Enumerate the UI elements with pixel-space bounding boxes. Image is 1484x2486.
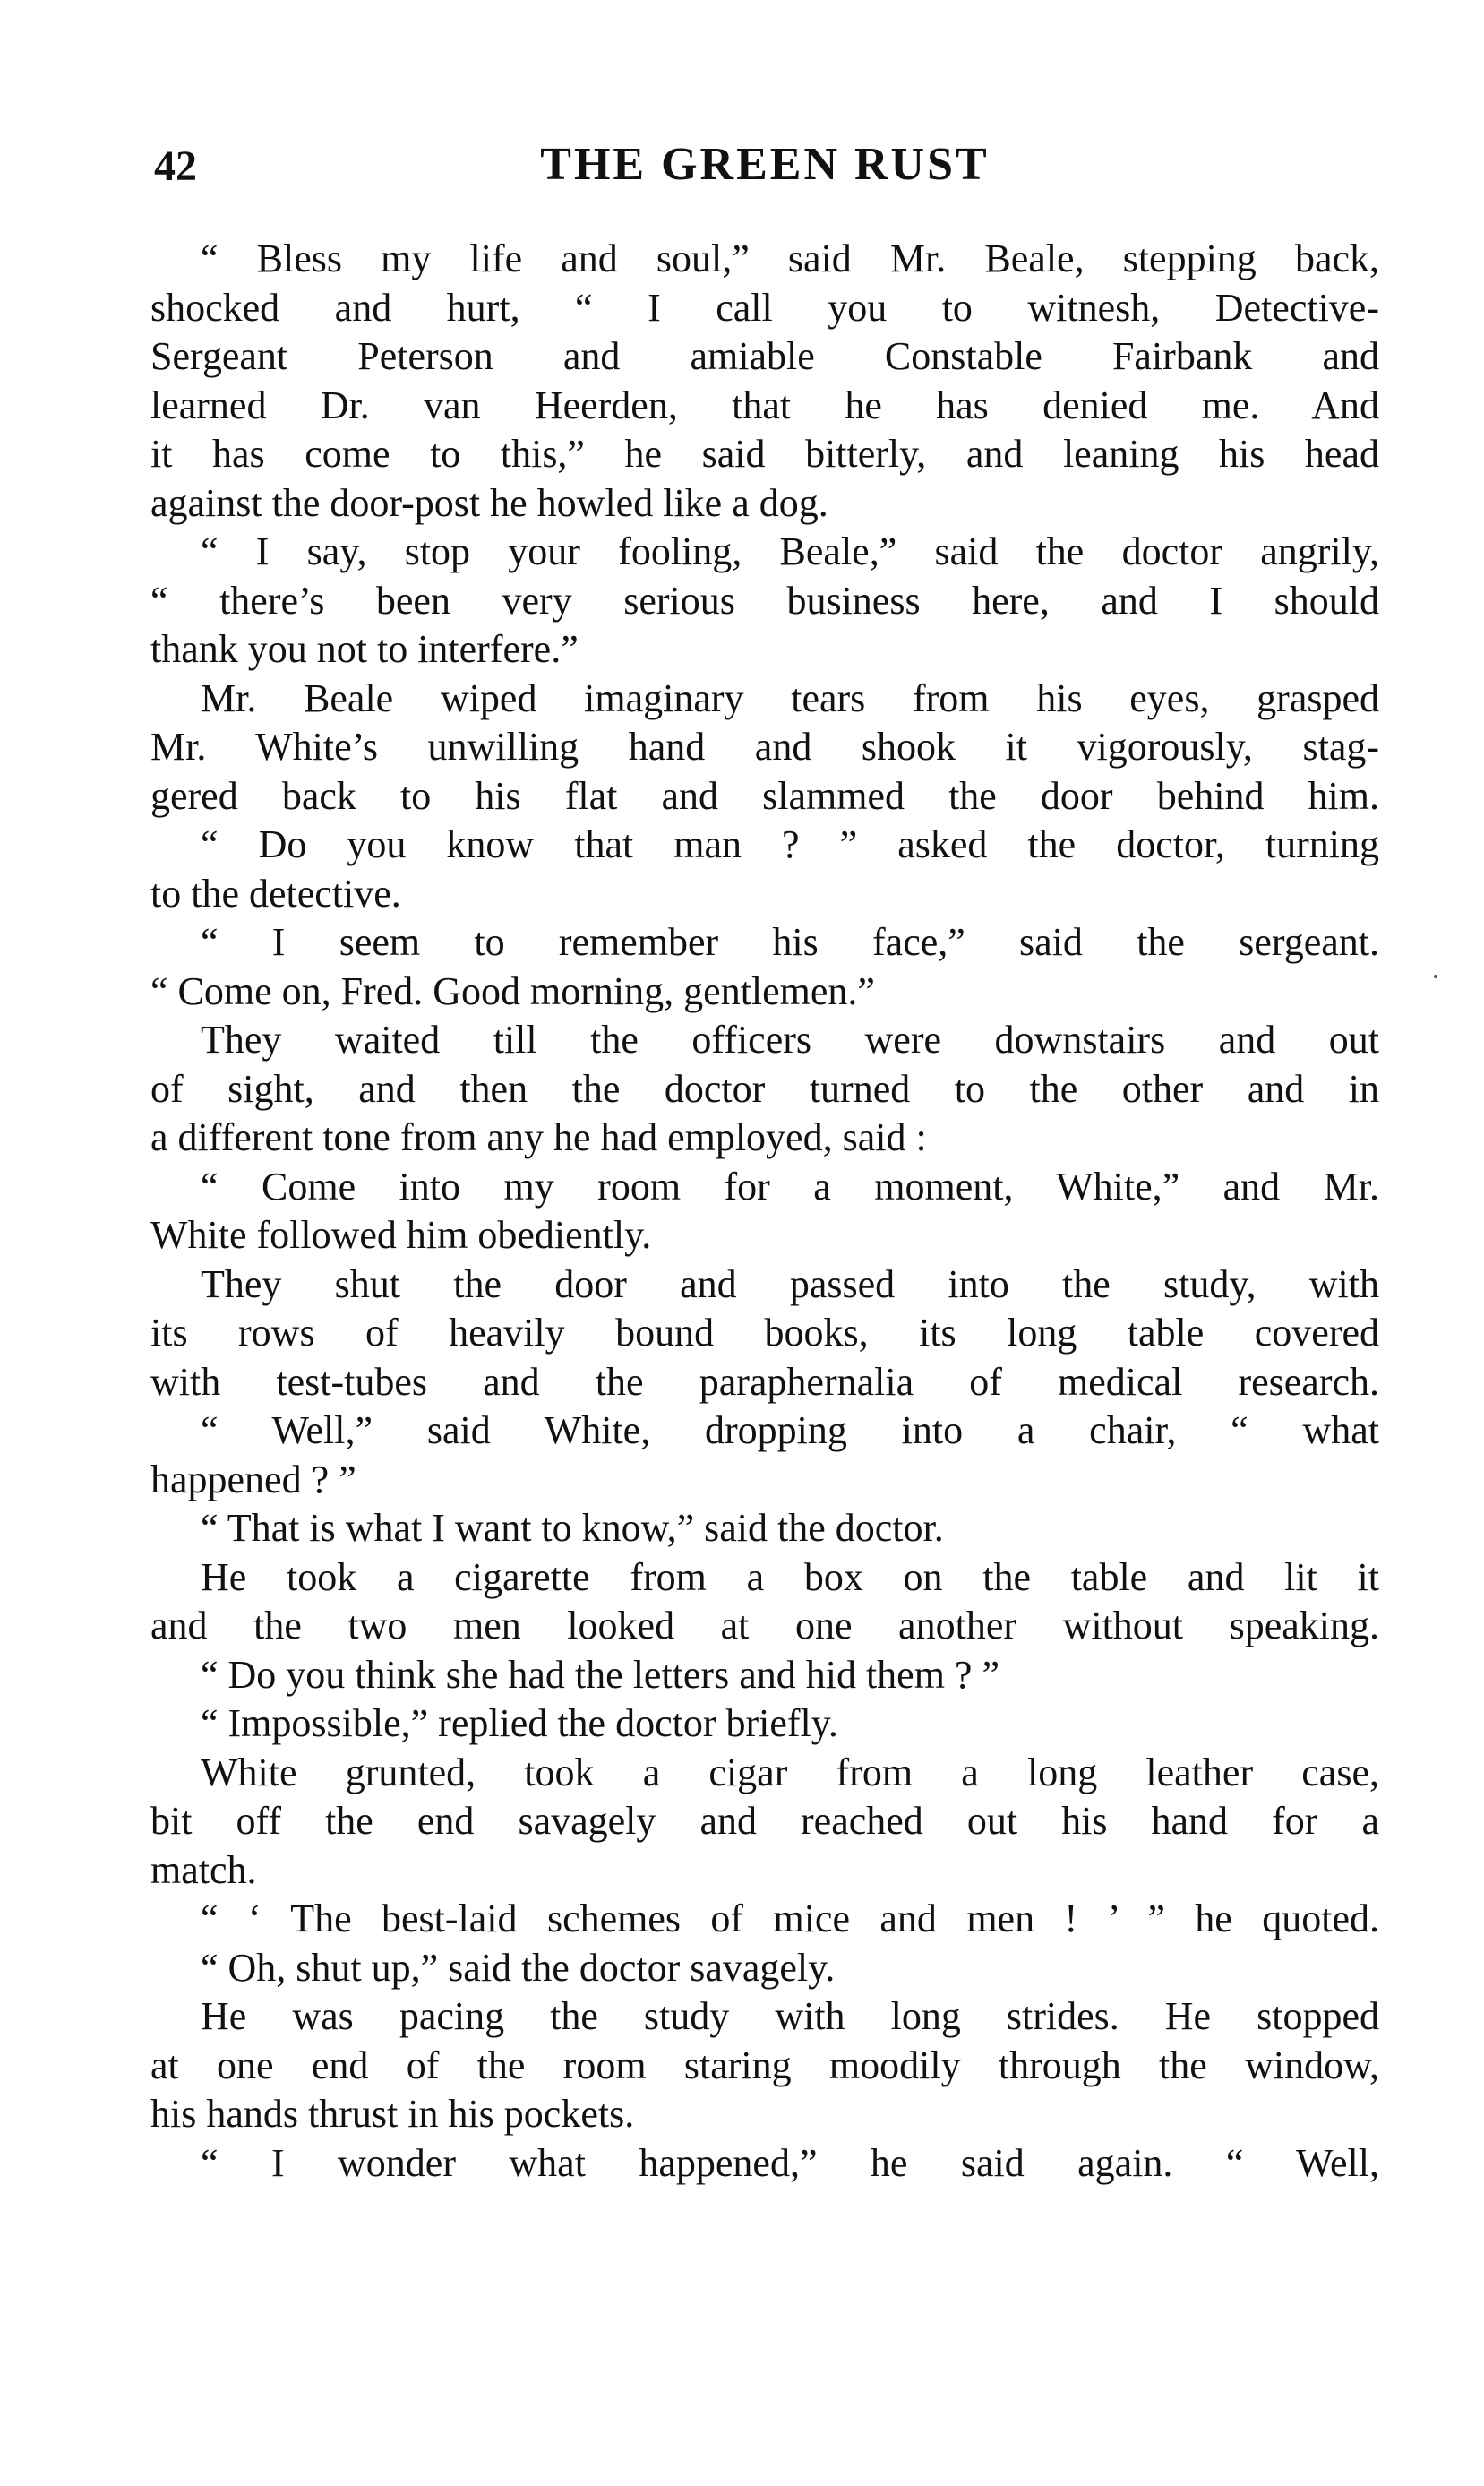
print-speck (1434, 975, 1437, 978)
text-line: “ Come into my room for a moment, White,” and Mr. (201, 1164, 1379, 1209)
text-line: and the two men looked at one another without speaking. (150, 1604, 1379, 1647)
text-line: bit off the end savagely and reached out his hand for a (150, 1799, 1379, 1843)
text-line: “ Well,” said White, dropping into a chair, “ what (201, 1408, 1379, 1452)
text-line: Mr. White’s unwilling hand and shook it vigorously, stag- (150, 725, 1379, 769)
text-line: “ I say, stop your fooling, Beale,” said the doctor angrily, (201, 529, 1379, 573)
text-line: “ ‘ The best-laid schemes of mice and men ! ’ ” he quoted. (201, 1897, 1379, 1940)
text-line: “ Do you know that man ? ” asked the doctor, turning (201, 822, 1379, 866)
text-line: “ Come on, Fred. Good morning, gentlemen.” (150, 968, 875, 1013)
text-line: He was pacing the study with long strides. He stopped (201, 1994, 1379, 2038)
text-line: They waited till the officers were downstairs and out (201, 1018, 1379, 1062)
text-line: “ I wonder what happened,” he said again. “ Well, (201, 2140, 1379, 2185)
text-line: “ That is what I want to know,” said the doctor. (201, 1506, 944, 1550)
text-line: Mr. Beale wiped imaginary tears from his eyes, grasped (201, 675, 1379, 720)
text-line: Sergeant Peterson and amiable Constable Fairbank and (150, 334, 1379, 378)
text-line: “ there’s been very serious business here, and I should (150, 578, 1379, 623)
text-line: against the door-post he howled like a dog. (150, 480, 828, 525)
page-header (150, 134, 1379, 197)
text-line: it has come to this,” he said bitterly, and leaning his head (150, 432, 1379, 476)
running-title: THE GREEN RUST (540, 139, 990, 190)
text-line: match. (150, 1847, 257, 1892)
text-line: gered back to his flat and slammed the door behind him. (150, 773, 1379, 818)
text-line: He took a cigarette from a box on the table and lit it (201, 1554, 1379, 1599)
text-line: of sight, and then the doctor turned to the other and in (150, 1066, 1379, 1111)
text-line: White followed him obediently. (150, 1213, 652, 1257)
text-line: happened ? ” (150, 1457, 356, 1501)
body-text (150, 235, 1379, 2188)
text-line: shocked and hurt, “ I call you to witnesh, Detective- (150, 285, 1379, 330)
text-line: White grunted, took a cigar from a long leather case, (201, 1750, 1379, 1794)
text-line: “ Oh, shut up,” said the doctor savagely. (201, 1945, 836, 1990)
text-line: a different tone from any he had employed, said : (150, 1115, 927, 1159)
text-line: “ Do you think she had the letters and hid them ? ” (201, 1652, 999, 1697)
text-line: with test-tubes and the paraphernalia of medical research. (150, 1359, 1379, 1404)
text-line: to the detective. (150, 871, 401, 916)
page-number: 42 (154, 142, 197, 190)
text-line: “ I seem to remember his face,” said the sergeant. (201, 920, 1379, 964)
text-line: its rows of heavily bound books, its long table covered (150, 1311, 1379, 1355)
text-line: at one end of the room staring moodily through the window, (150, 2043, 1379, 2087)
text-line: “ Impossible,” replied the doctor briefly. (201, 1701, 838, 1745)
text-line: learned Dr. van Heerden, that he has denied me. And (150, 383, 1379, 427)
text-line: his hands thrust in his pockets. (150, 2092, 635, 2136)
text-line: They shut the door and passed into the study, with (201, 1261, 1379, 1306)
text-line: “ Bless my life and soul,” said Mr. Beale, stepping back, (201, 237, 1379, 280)
text-line: thank you not to interfere.” (150, 627, 579, 671)
